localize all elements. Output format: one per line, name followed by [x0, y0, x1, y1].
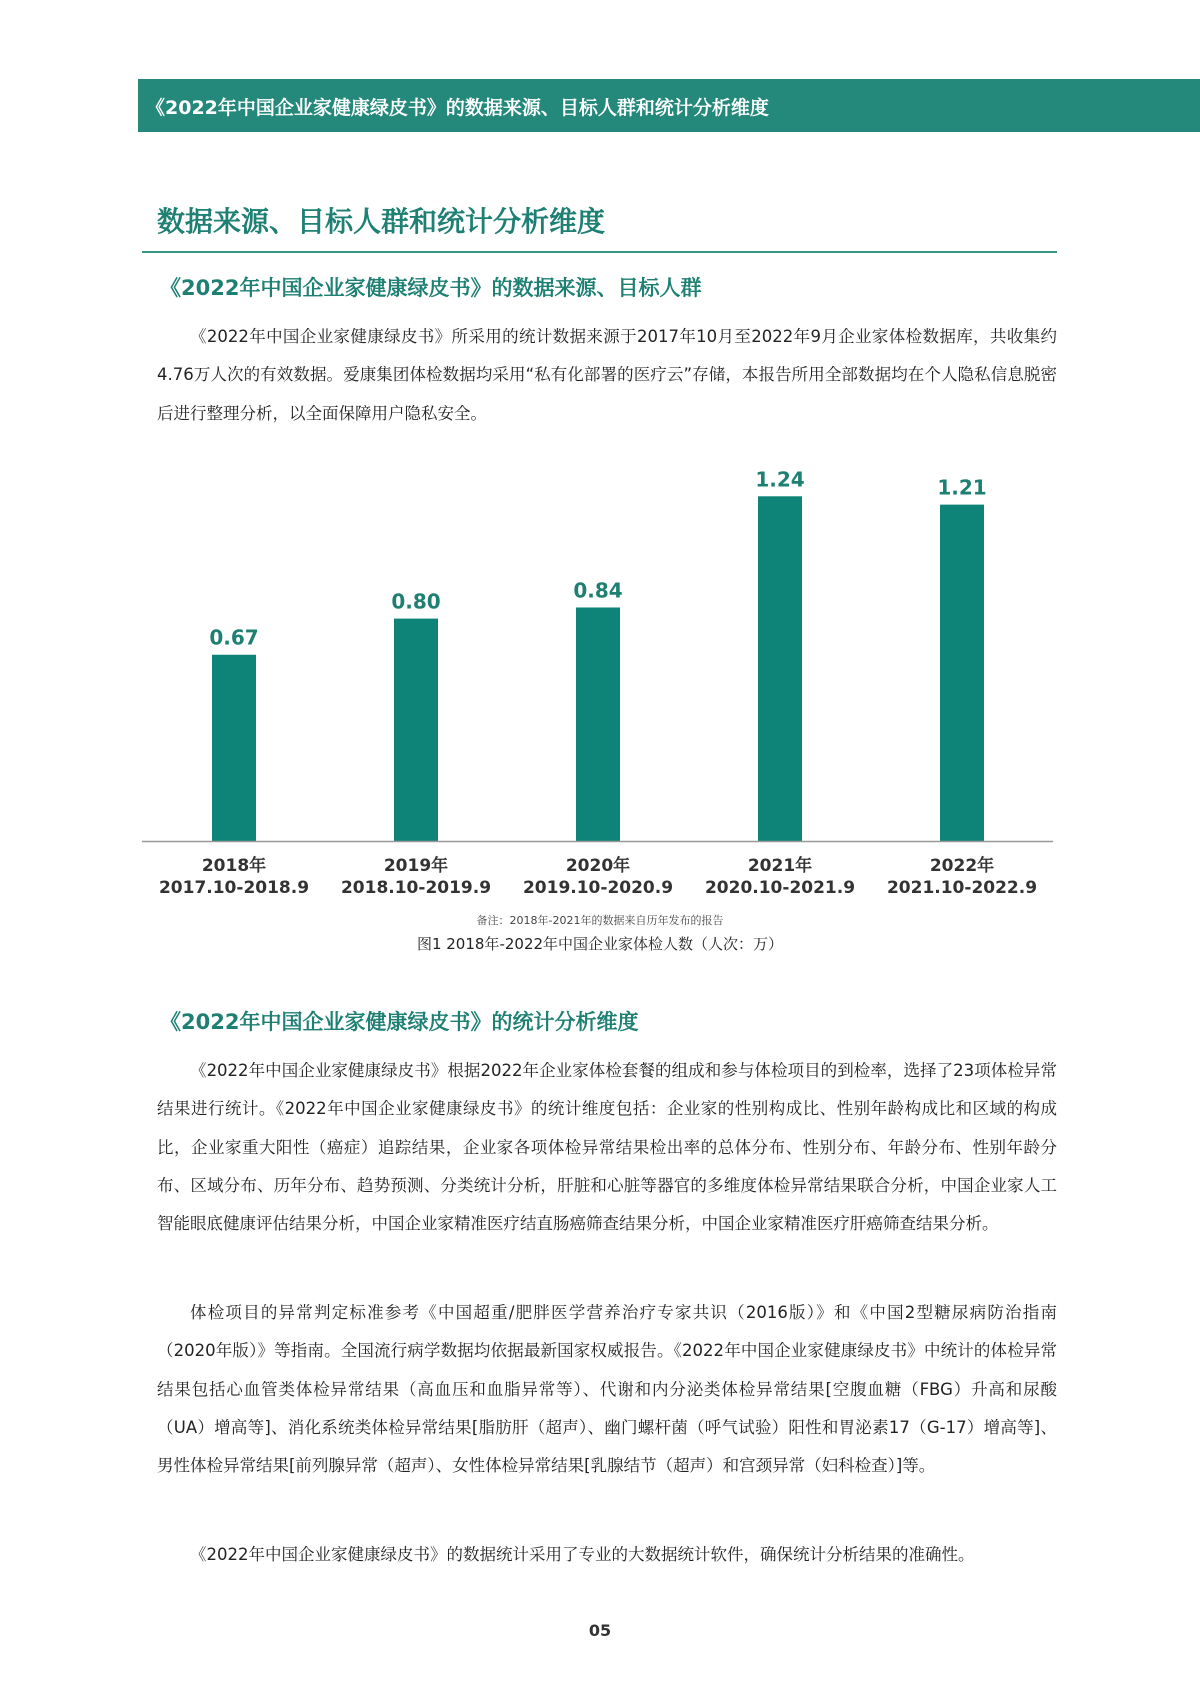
paragraph: 体检项目的异常判定标准参考《中国超重/肥胖医学营养治疗专家共识（2016版）》和《中国2型糖尿病防治指南（2020年版）》等指南。全国流行病学数据均依据最新国家权威报告。《2022年中国企业家健康绿皮书》中统计的体检异常结果包括心血管类体检异常结果（高血压和血脂异常等）、代谢和内分泌类体检异常结果[空腹血糖（FBG）升高和尿酸（UA）增高等]、消化系统类体检异常结果[脂肪肝（超声）、幽门螺杆菌（呼气试验）阳性和胃泌素17（G-17）增高等]、男性体检异常结果[前列腺异常（超声）、女性体检异常结果[乳腺结节（超声）和宫颈异常（妇科检查）]等。 [157, 1303, 1057, 1476]
bar-value-label: 0.80 [391, 589, 441, 614]
bar-2020年 [576, 607, 620, 841]
dimensions-paragraph-3 [157, 1536, 1057, 1574]
x-tick-label-year: 2022年 [929, 856, 995, 876]
x-tick-label-period: 2019.10-2020.9 [522, 878, 674, 898]
x-tick-label-period: 2021.10-2022.9 [886, 878, 1038, 898]
dimensions-paragraph-1 [157, 1052, 1057, 1243]
chart-caption: 图1 2018年-2022年中国企业家体检人数（人次：万） [416, 935, 784, 953]
x-tick-label-year: 2018年 [201, 856, 267, 876]
bar-value-label: 0.84 [573, 578, 623, 603]
bar-2022年 [940, 505, 984, 841]
section-title: 数据来源、目标人群和统计分析维度 [157, 205, 606, 238]
x-tick-label-year: 2021年 [747, 856, 813, 876]
bar-value-label: 1.24 [755, 467, 805, 492]
paragraph: 《2022年中国企业家健康绿皮书》根据2022年企业家体检套餐的组成和参与体检项目的到检率，选择了23项体检异常结果进行统计。《2022年中国企业家健康绿皮书》的统计维度包括：企业家的性别构成比、性别年龄构成比和区域的构成比，企业家重大阳性（癌症）追踪结果，企业家各项体检异常结果检出率的总体分布、性别分布、年龄分布、性别年龄分布、区域分布、历年分布、趋势预测、分类统计分析，肝脏和心脏等器官的多维度体检异常结果联合分析，中国企业家人工智能眼底健康评估结果分析，中国企业家精准医疗结直肠癌筛查结果分析，中国企业家精准医疗肝癌筛查结果分析。 [157, 1061, 1057, 1234]
data-source-paragraph [157, 318, 1057, 433]
bar-2021年 [758, 496, 802, 841]
chart-note: 备注：2018年-2021年的数据来自历年发布的报告 [476, 914, 724, 927]
bar-2019年 [394, 619, 438, 841]
header-title: 《2022年中国企业家健康绿皮书》的数据来源、目标人群和统计分析维度 [146, 97, 769, 119]
header-bar [138, 79, 1200, 132]
x-tick-label-period: 2017.10-2018.9 [158, 878, 310, 898]
x-tick-label-period: 2020.10-2021.9 [704, 878, 856, 898]
bar-value-label: 1.21 [937, 475, 987, 500]
section-divider [142, 251, 1057, 253]
bar-2018年 [212, 655, 256, 841]
x-tick-label-year: 2020年 [565, 856, 631, 876]
x-tick-label-year: 2019年 [383, 856, 449, 876]
paragraph: 《2022年中国企业家健康绿皮书》的数据统计采用了专业的大数据统计软件，确保统计分析结果的准确性。 [190, 1545, 975, 1564]
subsection-title-data-source: 《2022年中国企业家健康绿皮书》的数据来源、目标人群 [160, 276, 702, 300]
dimensions-paragraph-2 [157, 1294, 1057, 1485]
subsection-title-dimensions: 《2022年中国企业家健康绿皮书》的统计分析维度 [160, 1010, 639, 1034]
x-tick-label-period: 2018.10-2019.9 [340, 878, 492, 898]
paragraph: 《2022年中国企业家健康绿皮书》所采用的统计数据来源于2017年10月至2022年9月企业家体检数据库，共收集约4.76万人次的有效数据。爱康集团体检数据均采用“私有化部署的医疗云”存储，本报告所用全部数据均在个人隐私信息脱密后进行整理分析，以全面保障用户隐私安全。 [157, 327, 1057, 423]
bar-value-label: 0.67 [209, 625, 259, 650]
page-number: 05 [588, 1621, 612, 1640]
